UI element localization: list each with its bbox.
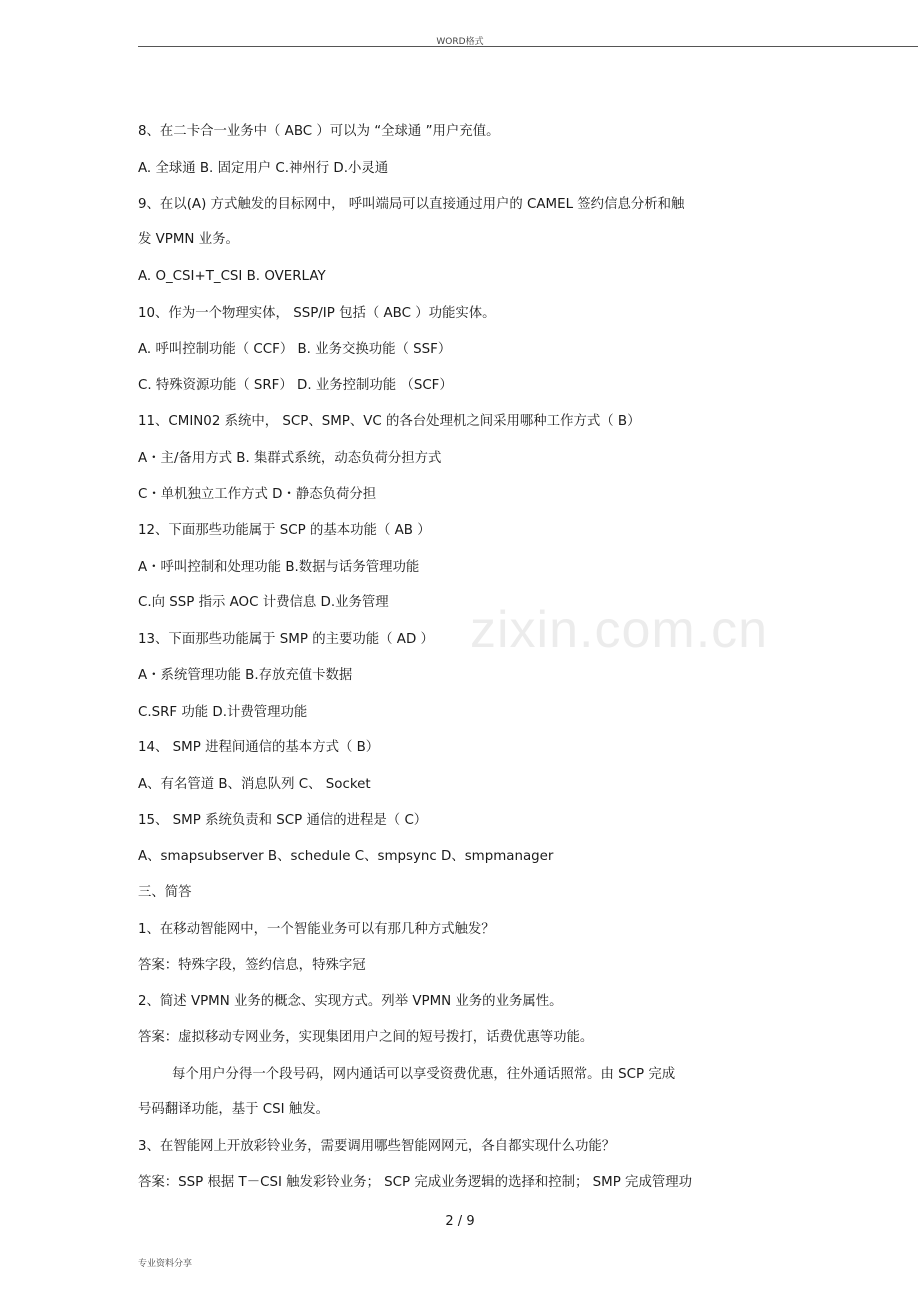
text-line: 13、下面那些功能属于 SMP 的主要功能（ AD ） [138,632,434,647]
text-line: 答案：SSP 根据 T－CSI 触发彩铃业务； SCP 完成业务逻辑的选择和控制； SMP 完成管理功 [138,1175,693,1190]
text-line: 答案：特殊字段，签约信息，特殊字冠 [138,958,366,973]
text-line: 答案：虚拟移动专网业务，实现集团用户之间的短号拨打，话费优惠等功能。 [138,1030,594,1045]
text-line: A・主/备用方式 B. 集群式系统，动态负荷分担方式 [138,451,442,466]
text-line: 发 VPMN 业务。 [138,232,239,247]
watermark: zixin.com.cn [470,601,769,659]
text-line: A・系统管理功能 B.存放充值卡数据 [138,668,353,683]
text-line: C.向 SSP 指示 AOC 计费信息 D.业务管理 [138,595,389,610]
text-line: C.SRF 功能 D.计费管理功能 [138,705,308,720]
text-line: A、有名管道 B、消息队列 C、 Socket [138,777,371,792]
text-line: C・单机独立工作方式 D・静态负荷分担 [138,487,377,502]
text-line: A. 全球通 B. 固定用户 C.神州行 D.小灵通 [138,161,389,176]
text-line: A、smapsubserver B、schedule C、smpsync D、smpmanager [138,849,554,864]
text-line: A. O_CSI+T_CSI B. OVERLAY [138,269,326,284]
text-line: 号码翻译功能，基于 CSI 触发。 [138,1102,329,1117]
text-line: A・呼叫控制和处理功能 B.数据与话务管理功能 [138,560,420,575]
page-number: 2 / 9 [445,1214,475,1229]
text-line: 15、 SMP 系统负责和 SCP 通信的进程是（ C） [138,813,428,828]
text-line: C. 特殊资源功能（ SRF） D. 业务控制功能 （SCF） [138,378,453,393]
page-header: WORD格式 [436,37,484,47]
footer-note: 专业资料分享 [138,1259,193,1269]
text-line: 11、CMIN02 系统中， SCP、SMP、VC 的各台处理机之间采用哪种工作方式（ B） [138,414,641,429]
text-line: 2、简述 VPMN 业务的概念、实现方式。列举 VPMN 业务的业务属性。 [138,994,563,1009]
text-line: A. 呼叫控制功能（ CCF） B. 业务交换功能（ SSF） [138,342,452,357]
text-line: 三、简答 [138,885,192,900]
text-line: 8、在二卡合一业务中（ ABC ）可以为 “全球通 ”用户充值。 [138,124,500,139]
header-divider [138,46,918,47]
text-line: 14、 SMP 进程间通信的基本方式（ B） [138,740,380,755]
text-line: 每个用户分得一个段号码，网内通话可以享受资费优惠，往外通话照常。由 SCP 完成 [172,1067,676,1082]
text-line: 9、在以(A) 方式触发的目标网中， 呼叫端局可以直接通过用户的 CAMEL 签约信息分析和触 [138,197,685,212]
text-line: 1、在移动智能网中，一个智能业务可以有那几种方式触发？ [138,922,495,937]
text-line: 12、下面那些功能属于 SCP 的基本功能（ AB ） [138,523,431,538]
text-line: 10、作为一个物理实体， SSP/IP 包括（ ABC ）功能实体。 [138,306,496,321]
text-line: 3、在智能网上开放彩铃业务，需要调用哪些智能网网元，各自都实现什么功能？ [138,1139,616,1154]
